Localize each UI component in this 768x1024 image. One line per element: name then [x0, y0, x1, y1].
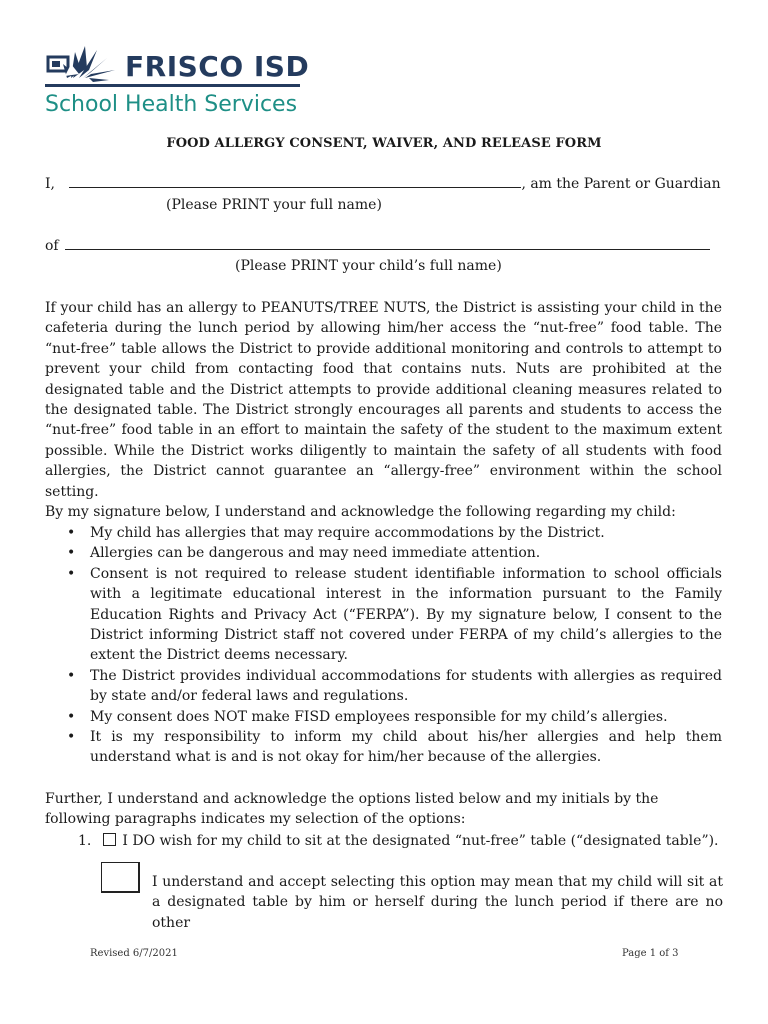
list-item: • It is my responsibility to inform my child about his/her allergies and help them understand what is and is not okay for him/her because of the allergies.	[67, 729, 722, 766]
parent-name-row	[45, 175, 721, 192]
revision-date: Revised 6/7/2021	[90, 948, 178, 959]
form-title: FOOD ALLERGY CONSENT, WAIVER, AND RELEASE FORM	[166, 136, 602, 151]
list-item: • My child has allergies that may require accommodations by the District.	[67, 525, 605, 541]
list-item: • Allergies can be dangerous and may need immediate attention.	[67, 545, 541, 562]
parent-name-field[interactable]	[69, 175, 521, 188]
logo-wordmark: FRISCO ISD	[125, 50, 310, 83]
option-1-number: 1.	[78, 833, 92, 849]
option-1-checkbox[interactable]	[103, 833, 116, 846]
district-logo	[45, 44, 315, 124]
list-item: • Consent is not required to release student identifiable information to school officials with a legitimate educational interest in the information pursuant to the Family Education Rights and Privacy Act (“FERPA”). By my signature below, I consent to the District informing District staff not covered under FERPA of my child’s allergies to the extent the District deems necessary.	[67, 565, 722, 664]
child-prefix: of	[45, 238, 59, 254]
option-1-initials-box[interactable]	[101, 862, 140, 893]
child-name-row	[45, 237, 710, 254]
parent-suffix: , am the Parent or Guardian	[521, 176, 721, 192]
ack-intro: By my signature below, I understand and acknowledge the following regarding my child:	[45, 504, 676, 520]
nut-free-paragraph: If your child has an allergy to PEANUTS/TREE NUTS, the District is assisting your child in the cafeteria during the lunch period by allowing him/her access the “nut-free” food table. The “nut-free” table allows the District to provide additional monitoring and controls to attempt to prevent your child from contacting food that contains nuts. Nuts are prohibited at the designated table and the District attempts to provide additional cleaning measures related to the designated table. The District strongly encourages all parents and students to access the “nut-free” food table in an effort to maintain the safety of the student to the maximum extent possible. While the District works diligently to maintain the safety of all students with food allergies, the District cannot guarantee an “allergy-free” environment within the school setting.	[45, 300, 722, 500]
parent-prefix: I,	[45, 176, 55, 192]
logo-divider	[45, 84, 300, 87]
list-item: • The District provides individual accommodations for students with allergies as required by state and/or federal laws and regulations.	[67, 667, 722, 705]
page-number: Page 1 of 3	[622, 948, 679, 959]
option-1-row	[78, 833, 719, 849]
frisco-isd-emblem-icon	[45, 44, 123, 86]
options-intro: Further, I understand and acknowledge the options listed below and my initials by the following paragraphs indicates my selection of the options:	[45, 791, 659, 828]
ack-list	[45, 523, 722, 768]
list-item: • My consent does NOT make FISD employees responsible for my child’s allergies.	[67, 708, 668, 725]
option-1-text: I understand and accept selecting this option may mean that my child will sit at a designated table by him or herself during the lunch period if there are no other	[152, 874, 723, 931]
logo-subtitle: School Health Services	[45, 92, 298, 117]
parent-name-hint: (Please PRINT your full name)	[166, 197, 382, 213]
child-name-hint: (Please PRINT your child’s full name)	[235, 258, 502, 274]
option-1-label: I DO wish for my child to sit at the designated “nut-free” table (“designated table”).	[122, 833, 719, 849]
child-name-field[interactable]	[65, 237, 710, 250]
